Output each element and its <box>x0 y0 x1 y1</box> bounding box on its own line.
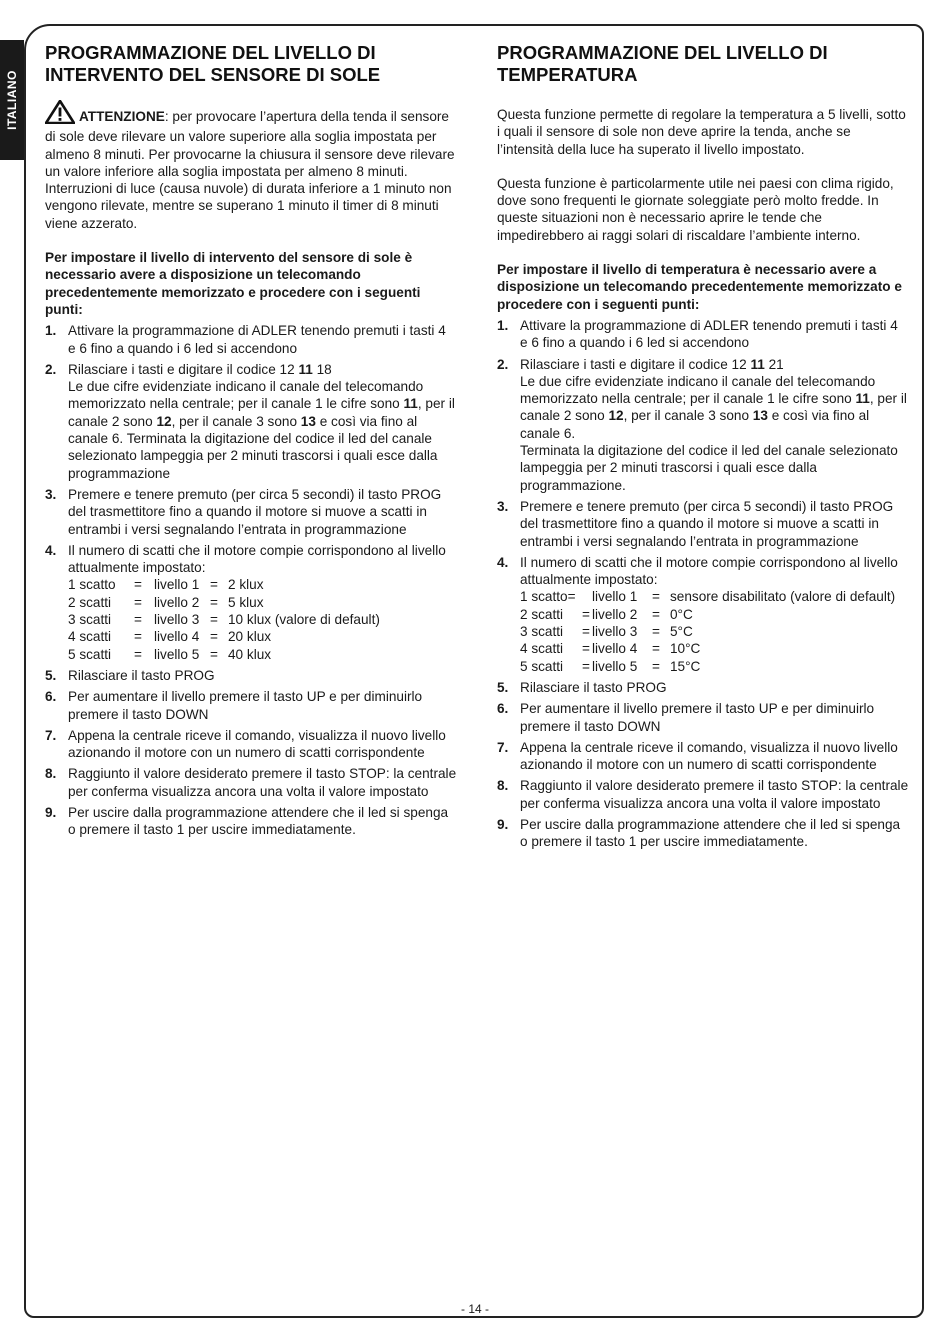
section-title-temperature: PROGRAMMAZIONE DEL LIVELLO DI TEMPERATURA <box>497 42 828 85</box>
step-text-segment: Rilasciare il tasto PROG <box>68 667 215 683</box>
step-text-segment: Per uscire dalla programmazione attendere che il led si spenga o premere il tasto 1 per uscire immediatamente. <box>520 816 901 850</box>
step-text-segment: , per il canale 2 sono <box>520 391 907 424</box>
step-item <box>497 739 909 774</box>
step-text <box>68 542 457 577</box>
levels-cell: = <box>652 606 660 622</box>
levels-cell: = <box>210 646 218 662</box>
step-item <box>497 317 909 352</box>
step-item <box>45 486 457 538</box>
step-text-segment: Appena la centrale riceve il comando, visualizza il nuovo livello azionando il motore con un numero di scatti corrispondente <box>520 739 898 773</box>
levels-cell: sensore disabilitato (valore di default) <box>670 589 896 605</box>
step-item <box>497 554 909 675</box>
attention-paragraph <box>45 100 457 180</box>
levels-cell: 1 scatto= <box>520 589 576 605</box>
levels-cell: 10°C <box>670 641 701 657</box>
step-text-bold: 11 <box>298 361 313 377</box>
levels-cell: = <box>210 612 218 628</box>
levels-cell: 2 scatti <box>520 606 564 622</box>
levels-cell: = <box>582 658 590 674</box>
step-number: 9. <box>45 804 57 820</box>
step-text-bold: 12 <box>608 408 624 424</box>
levels-cell: 1 scatto <box>68 577 116 593</box>
step-number: 2. <box>45 361 57 377</box>
levels-cell: = <box>210 629 218 645</box>
levels-cell: = <box>652 641 660 657</box>
levels-cell: 10 klux (valore di default) <box>228 612 380 628</box>
intro-paragraph-2: Questa funzione è particolarmente utile nei paesi con clima rigido, dove sono frequenti le giornate soleggiate però molto fredde. In queste situazioni non è necessario aprire le tende che impedirebbero ai raggi solari di riscaldare l’ambiente interno. <box>497 175 894 243</box>
levels-cell: 0°C <box>670 606 693 622</box>
step-text-segment: Raggiunto il valore desiderato premere il tasto STOP: la centrale per conferma visualizza ancora una volta il valore impostato <box>68 766 457 799</box>
step-item <box>45 765 457 800</box>
step-text <box>520 679 909 696</box>
levels-cell: = <box>582 624 590 640</box>
levels-cell: livello 2 <box>154 594 200 610</box>
language-tab <box>0 40 24 160</box>
levels-cell: = <box>134 646 142 662</box>
step-number: 4. <box>45 542 57 558</box>
step-text-segment: Per aumentare il livello premere il tasto UP e per diminuirlo premere il tasto DOWN <box>68 689 423 722</box>
step-number: 9. <box>497 816 509 832</box>
levels-row <box>68 576 380 593</box>
step-number: 6. <box>497 701 509 717</box>
step-text-segment: Le due cifre evidenziate indicano il canale del telecomando memorizzato nella centrale; per il canale 1 le cifre sono <box>68 379 424 412</box>
step-text-segment: Attivare la programmazione di ADLER tenendo premuti i tasti 4 e 6 fino a quando i 6 led si accendono <box>68 323 446 356</box>
attention-label: ATTENZIONE <box>79 109 165 124</box>
step-text <box>520 356 909 373</box>
step-text <box>68 804 457 839</box>
step-text-segment: , per il canale 2 sono <box>68 396 455 429</box>
step-text-segment: Attivare la programmazione di ADLER tenendo premuti i tasti 4 e 6 fino a quando i 6 led si accendono <box>520 317 898 351</box>
step-number: 3. <box>497 498 509 514</box>
levels-cell: livello 1 <box>592 589 638 605</box>
step-number: 2. <box>497 356 509 372</box>
step-text <box>68 688 457 723</box>
levels-table <box>68 576 380 662</box>
step-text-bold: 11 <box>750 356 765 372</box>
step-text <box>68 361 457 378</box>
step-number: 4. <box>497 554 509 570</box>
levels-row <box>68 594 380 611</box>
step-text <box>68 378 457 482</box>
step-text-segment: Rilasciare i tasti e digitare il codice 12 <box>68 361 299 377</box>
step-text-bold: 13 <box>300 413 316 429</box>
levels-cell: 5 scatti <box>520 658 564 674</box>
step-number: 5. <box>497 679 509 695</box>
intro-bold: Per impostare il livello di temperatura è necessario avere a disposizione un telecomando precedentemente memorizzato e procedere con i seguenti punti: <box>497 262 902 312</box>
levels-cell: = <box>652 589 660 605</box>
levels-cell: 4 scatti <box>520 641 564 657</box>
step-text-segment: 18 <box>312 361 332 377</box>
levels-cell: 5°C <box>670 624 693 640</box>
levels-cell: 15°C <box>670 658 701 674</box>
left-column <box>45 42 457 843</box>
step-text-segment: Il numero di scatti che il motore compie corrispondono al livello attualmente impostato: <box>520 554 898 588</box>
step-text <box>520 554 909 589</box>
step-text <box>520 700 909 735</box>
step-number: 1. <box>45 323 57 339</box>
step-item <box>45 322 457 357</box>
step-text <box>520 816 909 851</box>
step-number: 7. <box>497 739 509 755</box>
levels-cell: 3 scatti <box>68 612 112 628</box>
levels-row <box>520 623 895 640</box>
levels-row <box>520 658 895 675</box>
levels-cell: livello 3 <box>154 612 200 628</box>
section-title-sun-sensor: PROGRAMMAZIONE DEL LIVELLO DI INTERVENTO DEL SENSORE DI SOLE <box>45 42 381 85</box>
step-text-segment: Appena la centrale riceve il comando, visualizza il nuovo livello azionando il motore con un numero di scatti corrispondente <box>68 727 446 761</box>
intro-paragraph-1: Questa funzione permette di regolare la temperatura a 5 livelli, sotto i quali il sensore di sole non deve aprire la tenda, anche se l’intensità della luce ha superato il livello impostato. <box>497 107 906 157</box>
steps-list <box>497 317 909 851</box>
step-number: 5. <box>45 667 57 683</box>
step-text-segment: Rilasciare i tasti e digitare il codice 12 <box>520 356 751 372</box>
step-number: 3. <box>45 486 57 502</box>
step-item <box>497 700 909 735</box>
levels-row <box>520 640 895 657</box>
levels-cell: livello 4 <box>154 629 200 645</box>
step-text <box>520 739 909 774</box>
step-number: 6. <box>45 689 57 705</box>
step-text-segment: Per uscire dalla programmazione attendere che il led si spenga o premere il tasto 1 per uscire immediatamente. <box>68 804 449 838</box>
right-column <box>497 42 909 855</box>
steps-list <box>45 322 457 838</box>
levels-cell: 5 klux <box>228 594 264 610</box>
step-text-bold: 13 <box>752 408 768 424</box>
warning-triangle-icon <box>45 100 75 128</box>
levels-cell: = <box>652 658 660 674</box>
levels-cell: = <box>134 612 142 628</box>
levels-cell: livello 3 <box>592 624 638 640</box>
levels-cell: = <box>210 594 218 610</box>
step-text-segment: e così via fino al canale 6. <box>520 408 870 441</box>
attention-text: : per provocare l’apertura della tenda il sensore di sole deve rilevare un valore superiore alla soglia impostata per almeno 8 minuti. Per provocarne la chiusura il sensore deve rilevare un valore inferiore alla soglia impostata per almeno 8 minuti. <box>45 109 455 179</box>
step-text <box>68 322 457 357</box>
step-item <box>45 727 457 762</box>
step-number: 7. <box>45 727 57 743</box>
step-text-bold: 11 <box>403 396 418 412</box>
levels-row <box>520 588 895 605</box>
step-text <box>520 498 909 550</box>
step-item <box>45 804 457 839</box>
levels-cell: 2 klux <box>228 577 264 593</box>
step-text-segment: Per aumentare il livello premere il tasto UP e per diminuirlo premere il tasto DOWN <box>520 701 875 734</box>
levels-cell: livello 5 <box>154 646 200 662</box>
levels-row <box>68 611 380 628</box>
intro-bold: Per impostare il livello di intervento del sensore di sole è necessario avere a disposizione un telecomando precedentemente memorizzato e procedere con i seguenti punti: <box>45 250 421 317</box>
levels-cell: livello 2 <box>592 606 638 622</box>
language-tab-label: ITALIANO <box>5 70 19 130</box>
step-text <box>68 727 457 762</box>
levels-cell: = <box>134 629 142 645</box>
levels-cell: = <box>582 641 590 657</box>
levels-cell: = <box>582 606 590 622</box>
step-text-segment: Le due cifre evidenziate indicano il canale del telecomando memorizzato nella centrale; per il canale 1 le cifre sono <box>520 373 876 407</box>
step-item <box>45 361 457 482</box>
levels-cell: 3 scatti <box>520 624 564 640</box>
step-text <box>68 765 457 800</box>
step-text-segment: Raggiunto il valore desiderato premere il tasto STOP: la centrale per conferma visualizza ancora una volta il valore impostato <box>520 778 909 811</box>
levels-row <box>68 628 380 645</box>
step-text-segment: e così via fino al canale 6. Terminata la digitazione del codice il led del canale selezionato lampeggia per 2 minuti trascorsi i quali esce dalla programmazione <box>68 413 438 481</box>
levels-cell: 40 klux <box>228 646 272 662</box>
levels-row <box>520 606 895 623</box>
step-item <box>45 542 457 663</box>
step-text-segment: Terminata la digitazione del codice il led del canale selezionato lampeggia per 2 minuti trascorsi i quali esce dalla programmazione. <box>520 443 898 493</box>
levels-cell: livello 5 <box>592 658 638 674</box>
step-text-bold: 11 <box>855 391 870 407</box>
levels-cell: = <box>134 577 142 593</box>
step-item <box>497 498 909 550</box>
step-text-segment: Premere e tenere premuto (per circa 5 secondi) il tasto PROG del trasmettitore fino a quando il motore si muove a scatti in entrambi i versi segnalando l’entrata in programmazione <box>520 498 894 549</box>
levels-row <box>68 646 380 663</box>
step-number: 8. <box>45 766 57 782</box>
levels-cell: livello 1 <box>154 577 200 593</box>
levels-cell: 4 scatti <box>68 629 112 645</box>
step-item <box>497 679 909 696</box>
levels-cell: 5 scatti <box>68 646 112 662</box>
step-text-segment: Premere e tenere premuto (per circa 5 secondi) il tasto PROG del trasmettitore fino a quando il motore si muove a scatti in entrambi i versi segnalando l’entrata in programmazione <box>68 486 442 537</box>
step-text <box>520 373 909 442</box>
step-text <box>68 486 457 538</box>
step-item <box>497 356 909 494</box>
step-text <box>520 777 909 812</box>
levels-cell: = <box>210 577 218 593</box>
step-item <box>497 816 909 851</box>
step-text-segment: , per il canale 3 sono <box>171 413 301 429</box>
page-number: - 14 - <box>460 1302 489 1316</box>
levels-cell: livello 4 <box>592 641 638 657</box>
step-item <box>497 777 909 812</box>
step-item <box>45 688 457 723</box>
levels-cell: = <box>652 624 660 640</box>
levels-cell: 20 klux <box>228 629 272 645</box>
step-text-segment: Il numero di scatti che il motore compie corrispondono al livello attualmente impostato: <box>68 542 446 576</box>
step-text-segment: , per il canale 3 sono <box>623 408 753 424</box>
step-text <box>68 667 457 684</box>
step-text <box>520 442 909 494</box>
levels-table <box>520 588 895 674</box>
levels-cell: = <box>134 594 142 610</box>
levels-cell: 2 scatti <box>68 594 112 610</box>
step-number: 1. <box>497 317 509 333</box>
step-number: 8. <box>497 778 509 794</box>
attention-text-2: Interruzioni di luce (causa nuvole) di durata inferiore a 1 minuto non vengono rilevate, mentre se superano 1 minuto il timer di 8 minuti viene azzerato. <box>45 181 452 231</box>
step-text-segment: 21 <box>764 356 784 372</box>
step-item <box>45 667 457 684</box>
step-text-bold: 12 <box>156 413 172 429</box>
step-text <box>520 317 909 352</box>
step-text-segment: Rilasciare il tasto PROG <box>520 679 667 695</box>
levels-cell <box>582 588 592 605</box>
